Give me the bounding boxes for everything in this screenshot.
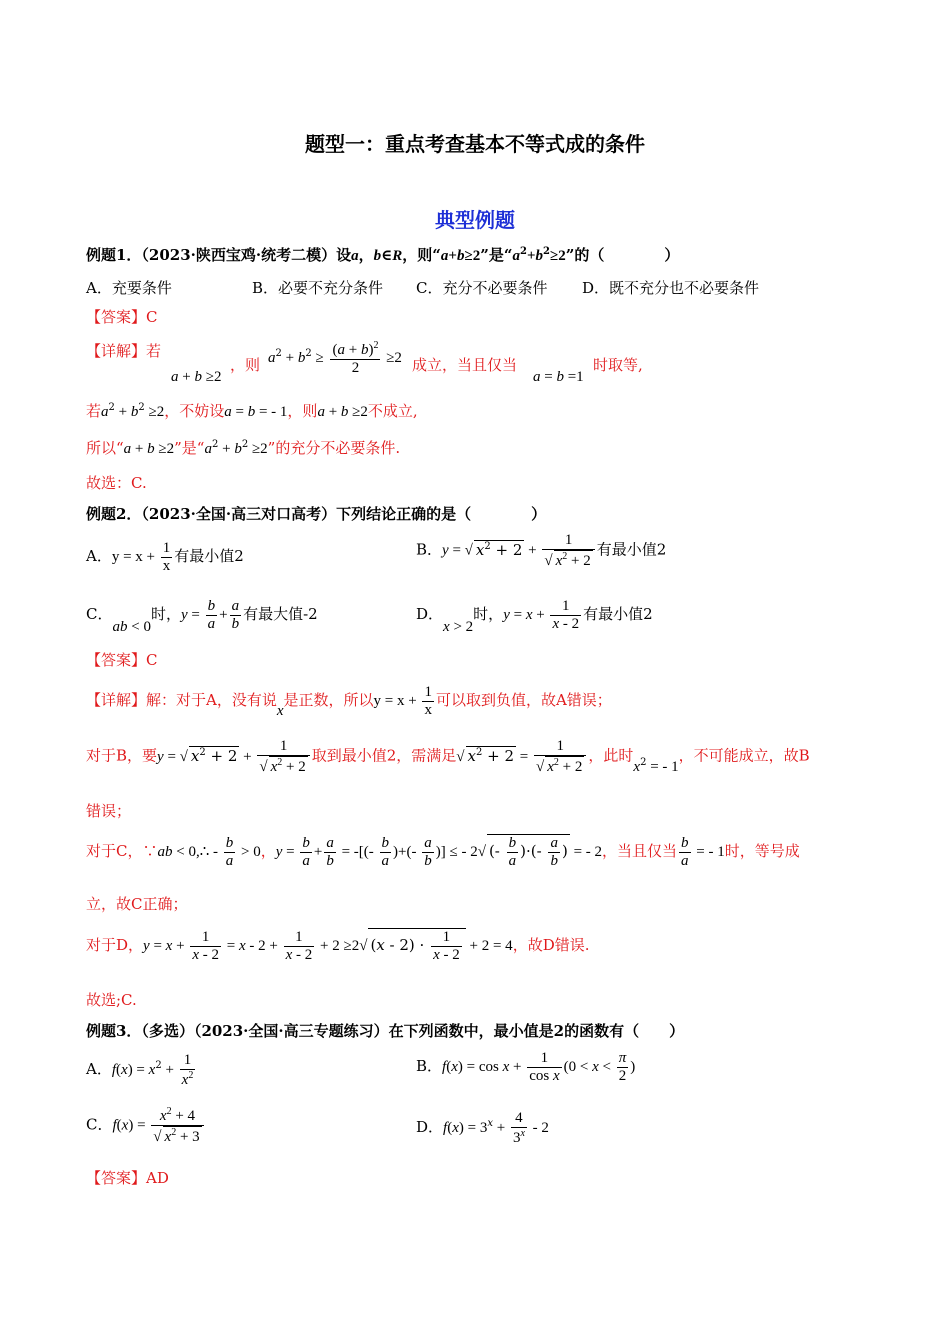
example-2-detail-c: 对于C，∵ab < 0,∴ - $\frac{b}{a}$ > 0，y = $\frac{b}{a}$ + $\frac{a}{b}$ = -[(- $\frac{b}{a}$ )+(- $\frac{a}{b}$ )] ≤ - 2√ (- $\frac{b}{a}$ )·(- $\frac{a}{b}$ ) = - 2，当且仅当 $\frac{b}{a}$ = - 1时，等号成: [86, 835, 800, 869]
example-2-detail-a: 【详解】解：对于A，没有说x是正数，所以y = x + $\frac{1}{x}$ 可以取到负值，故A错误；: [86, 684, 612, 719]
example-2-conclusion: 故选;C.: [86, 991, 137, 1009]
example-3-option-c: C．f(x) = $\frac{x^2 + 4}{√ x^2 + 3}$: [86, 1106, 206, 1145]
example-1-options: A．充要条件: [86, 279, 172, 297]
example-2-option-b: B．y = √ $x^2 + 2$ + $\frac{1}{√ x^2 + 2}$ 有最小值2: [416, 532, 667, 569]
example-2-detail-b-cont: 错误；: [86, 802, 132, 820]
example-3-answer: 【答案】AD: [86, 1169, 169, 1187]
example-2-detail-d: 对于D，y = x + $\frac{1}{x - 2}$ = x - 2 + $\frac{1}{x - 2}$ + 2 ≥2√ (x - 2) · $\frac{1}{x - 2}$ + 2 = 4，故D错误.: [86, 929, 590, 963]
example-2-option-d: D．x > 2时，y = x + $\frac{1}{x - 2}$ 有最小值2: [416, 598, 653, 635]
example-2-detail-b: 对于B，要y = √ $x^2 + 2$ + $\frac{1}{√ x^2 + 2}$ 取到最小值2，需满足√ $x^2 + 2$ = $\frac{1}{√ x^2 + 2}$ ，此时$x^2$ = - 1，不可能成立，故B: [86, 738, 810, 775]
example-1-detail-1: 【详解】若: [86, 342, 162, 360]
example-2-option-c: C．ab < 0时，y = $\frac{b}{a}$ + $\frac{a}{b}$ 有最大值-2: [86, 598, 318, 635]
example-2-question: 例题2．（2023·全国·高三对口高考）下列结论正确的是（ ）: [86, 505, 547, 523]
example-3-option-a: A．$f(x) = x^2$ + $\frac{1}{x^2}$: [86, 1052, 194, 1088]
example-1-conclusion: 故选：C.: [86, 474, 147, 492]
example-3-option-b: B．f(x) = cos x + $\frac{1}{\text{cos x}}$ (0 < x < $\frac{\pi}{2}$ ): [416, 1050, 636, 1084]
example-1-answer: 【答案】C: [86, 308, 158, 326]
example-3-option-d: D．$f(x) = 3^x$ + $\frac{4}{3^x}$ - 2: [416, 1110, 549, 1146]
example-1-detail-2: 若$a^2 + b^2 \ge 2$，不妨设a = b = - 1，则a + b ≥2不成立,: [86, 402, 418, 420]
example-2-option-a: A．y = x + $\frac{1}{x}$ 有最小值2: [86, 540, 244, 574]
example-1-detail-3: 所以“a + b ≥2”是“$a^2 + b^2 \ge 2$”的充分不必要条件.: [86, 439, 401, 457]
example-3-question: 例题3．（多选）（2023·全国·高三专题练习）在下列函数中，最小值是2的函数有（ ）: [86, 1022, 685, 1040]
page-title: 题型一：重点考查基本不等式成的条件: [305, 132, 645, 156]
example-2-answer: 【答案】C: [86, 651, 158, 669]
example-1-question: 例题1．（2023·陕西宝鸡·统考二模）设a，b∈R，则“a+b≥2”是“$a^2+b^2\ge 2$”的（ ）: [86, 246, 680, 264]
section-heading: 典型例题: [435, 208, 515, 232]
example-2-detail-c-cont: 立，故C正确；: [86, 895, 188, 913]
